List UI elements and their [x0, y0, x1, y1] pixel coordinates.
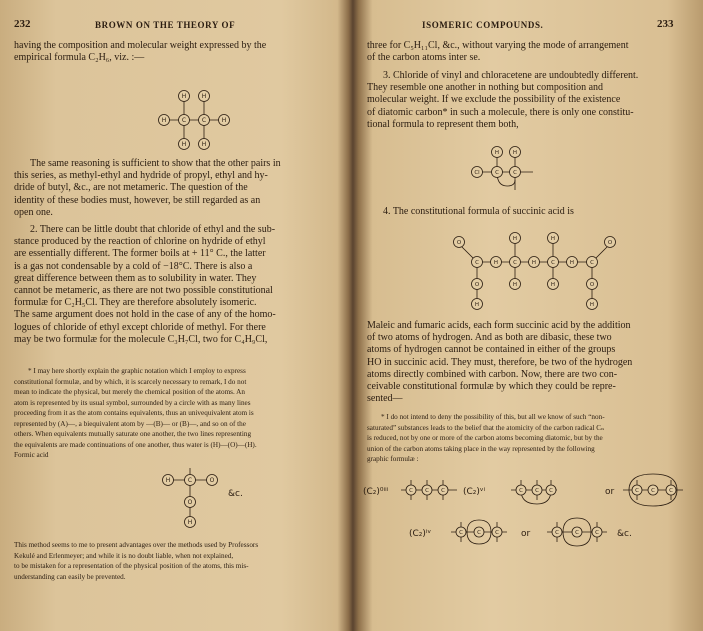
atom-c: C — [575, 530, 579, 536]
atom-h: H — [569, 260, 575, 266]
text-line: ceivable constitutional formulæ by which they could be repre- — [367, 381, 616, 393]
atom-c: C — [590, 260, 594, 266]
text-line: union of the carbon atoms taking place in the way represented by the following — [367, 444, 595, 453]
paragraph-1 — [14, 158, 336, 219]
atom-h: H — [221, 117, 227, 124]
text-line: atoms directly combined with carbon. Now, there are two con- — [367, 368, 618, 380]
or-word: or — [521, 529, 531, 539]
atom-cl: Cl — [474, 170, 480, 176]
footnote-method — [14, 540, 336, 582]
etc-mark: &c. — [228, 489, 243, 499]
text-line: dride of butyl, &c., are not metameric. The question of the — [14, 182, 248, 194]
atom-h: H — [589, 302, 595, 308]
atom-c: C — [519, 488, 523, 494]
atom-c: C — [187, 477, 193, 484]
text-line: atoms of hydrogen cannot be contained in either of the groups — [367, 344, 616, 356]
atom-c: C — [459, 530, 463, 536]
atom-c: C — [651, 488, 655, 494]
text-line: saturated” substances leads to the belief that the atomicity of the carbon radical Cₙ — [367, 423, 605, 432]
text-line: Formic acid — [14, 451, 49, 459]
atom-c: C — [495, 530, 499, 536]
text-line: mean to indicate the physical, but merely the chemical position of the atoms. An — [14, 388, 245, 396]
paragraph-top — [367, 40, 689, 64]
text-line: of the carbon atoms inter se. — [367, 52, 481, 64]
footnote-notation — [14, 366, 336, 461]
atom-o: O — [187, 499, 193, 506]
intro-text — [14, 40, 336, 64]
atom-h: H — [550, 236, 556, 242]
text-line: * I may here shortly explain the graphic notation which I employ to express — [28, 367, 246, 375]
text-line: tional formula to represent them both, — [367, 118, 519, 130]
or-word: or — [605, 487, 615, 497]
text-line: stance produced by the reaction of chlorine on hydride of ethyl — [14, 236, 266, 248]
atom-c: C — [477, 530, 481, 536]
atom-h: H — [512, 150, 518, 156]
ethane-structure — [150, 84, 240, 156]
atom-h: H — [474, 302, 480, 308]
text-line: open one. — [14, 206, 53, 218]
atom-c: C — [635, 488, 639, 494]
text-line: three for C₅H₁₁Cl, &c., without varying the mode of arrangement — [367, 40, 629, 51]
atom-h: H — [512, 236, 518, 242]
text-line: of diatomic carbon* in such a molecule, there is only one constitu- — [367, 106, 634, 118]
formic-acid-structure — [150, 460, 260, 532]
atom-c: C — [595, 530, 599, 536]
text-line: to be mistaken for a representation of the physical position of the atoms, this mis- — [14, 562, 249, 570]
atom-h: H — [161, 117, 167, 124]
text-line: the equivalents are made continuations of one another, thus water is (H)—(O)—(H). — [14, 440, 257, 449]
text-line: is reduced, not by one or more of the carbon atoms becoming diatomic, but by the — [367, 434, 603, 442]
running-head-left: BROWN ON THE THEORY OF — [95, 20, 236, 30]
text-line: sented— — [367, 393, 403, 405]
atom-h: H — [165, 477, 171, 484]
text-line: of two atoms of hydrogen. And as both are dibasic, these two — [367, 332, 612, 344]
text-line: * I do not intend to deny the possibility of this, but all we know of such “non- — [381, 413, 605, 421]
page-number-left: 232 — [14, 18, 31, 30]
atom-h: H — [201, 141, 207, 148]
paragraph-4 — [367, 206, 689, 218]
text-line: 4. The constitutional formula of succinic acid is — [383, 206, 574, 217]
atom-c: C — [555, 530, 559, 536]
carbon-formulae-row-2 — [407, 514, 697, 554]
atom-c: C — [409, 488, 413, 494]
text-line: are essentially different. The former boils at + 11° C., the latter — [14, 248, 266, 260]
paragraph-2 — [14, 224, 336, 346]
text-line: graphic formulæ : — [367, 455, 419, 463]
atom-c: C — [513, 260, 517, 266]
atom-c: C — [441, 488, 445, 494]
vinyl-chloride-structure — [467, 140, 547, 196]
text-line: this series, as methyl-ethyl and hydride of propyl, ethyl and hy- — [14, 170, 268, 182]
atom-c: C — [181, 117, 187, 124]
atom-o: O — [589, 282, 595, 288]
text-line: 2. There can be little doubt that chloride of ethyl and the sub- — [30, 224, 276, 235]
carbon-formulae-row-1 — [361, 468, 697, 512]
text-line: others. When equivalents mutually saturate one another, the two lines representing — [14, 430, 252, 438]
atom-c: C — [549, 488, 553, 494]
atom-h: H — [201, 93, 207, 100]
text-line: having the composition and molecular weight expressed by the — [14, 40, 267, 51]
atom-c: C — [669, 488, 673, 494]
atom-c: C — [201, 117, 207, 124]
atom-c: C — [535, 488, 539, 494]
atom-c: C — [551, 260, 555, 266]
text-line: is a gas not condensable by a cold of −18°C. There is also a — [14, 260, 253, 272]
paragraph-5 — [367, 320, 689, 405]
text-line: This method seems to me to present advantages over the methods used by Professors — [14, 541, 259, 549]
atom-o: O — [474, 282, 480, 288]
text-line: The same reasoning is sufficient to show that the other pairs in — [30, 158, 281, 169]
text-line: They resemble one another in nothing but composition and — [367, 82, 604, 94]
atom-h: H — [181, 93, 187, 100]
atom-o: O — [607, 240, 613, 246]
footnote-carbon — [367, 412, 689, 465]
atom-h: H — [181, 141, 187, 148]
text-line: molecular weight. If we exclude the possibility of the existence — [367, 94, 621, 106]
text-line: empirical formula C₂H₆, viz. :— — [14, 52, 145, 64]
text-line: cannot be metameric, as there are not two possible constitutional — [14, 285, 273, 297]
atom-c: C — [513, 170, 517, 176]
text-line: may be two formulæ for the molecule C₃H₇Cl, two for C₄H₉Cl, — [14, 333, 268, 345]
atom-o: O — [456, 240, 462, 246]
formula-label-vi: (C₂)ᵛⁱ — [463, 487, 486, 497]
text-line: understanding can easily be prevented. — [14, 572, 126, 581]
atom-h: H — [494, 150, 500, 156]
atom-c: C — [425, 488, 429, 494]
formula-label-viii: (C₂)⁰ⁱⁱⁱ — [363, 487, 389, 497]
text-line: represented by (A)—, a biequivalent atom by —(B)— or (B)—, and so on of the — [14, 419, 246, 428]
text-line: constitutional formulæ, and by which, it is scarcely necessary to remark, I do not — [14, 377, 247, 386]
text-line: atom is represented by its usual symbol, surrounded by a circle with as many lines — [14, 398, 251, 407]
text-line: 3. Chloride of vinyl and chloracetene are undoubtedly different. — [383, 70, 639, 81]
text-line: logues of chloride of ethyl except chloride of methyl. For there — [14, 321, 266, 333]
page-number-right: 233 — [657, 18, 674, 30]
atom-c: C — [475, 260, 479, 266]
text-line: formulæ for C₂H₅Cl. They are therefore absolutely isomeric. — [14, 297, 257, 309]
atom-h: H — [187, 519, 193, 526]
text-line: The same argument does not hold in the case of any of the homo- — [14, 309, 276, 321]
text-line: Maleic and fumaric acids, each form succinic acid by the addition — [367, 320, 631, 331]
running-head-right: ISOMERIC COMPOUNDS. — [422, 20, 544, 30]
atom-h: H — [531, 260, 537, 266]
right-page — [357, 0, 703, 631]
atom-c: C — [495, 170, 499, 176]
text-line: identity of these bodies must, however, be still regarded as an — [14, 194, 261, 206]
atom-h: H — [512, 282, 518, 288]
succinic-acid-structure — [447, 222, 617, 314]
left-page — [0, 0, 350, 631]
atom-h: H — [550, 282, 556, 288]
text-line: great difference between them as to solubility in water. They — [14, 272, 257, 284]
atom-o: O — [209, 477, 215, 484]
etc-mark: &c. — [617, 529, 632, 539]
atom-h: H — [493, 260, 499, 266]
text-line: HO in succinic acid. They must, therefore, be two of the hydrogen — [367, 356, 633, 368]
formula-label-iv: (C₂)ⁱᵛ — [409, 529, 432, 539]
text-line: Kekulé and Erlenmeyer; and while it is no doubt liable, when not explained, — [14, 551, 234, 560]
paragraph-3 — [367, 70, 689, 131]
text-line: proceeding from it as the atom contains equivalents, thus an univequivalent atom is — [14, 409, 254, 417]
